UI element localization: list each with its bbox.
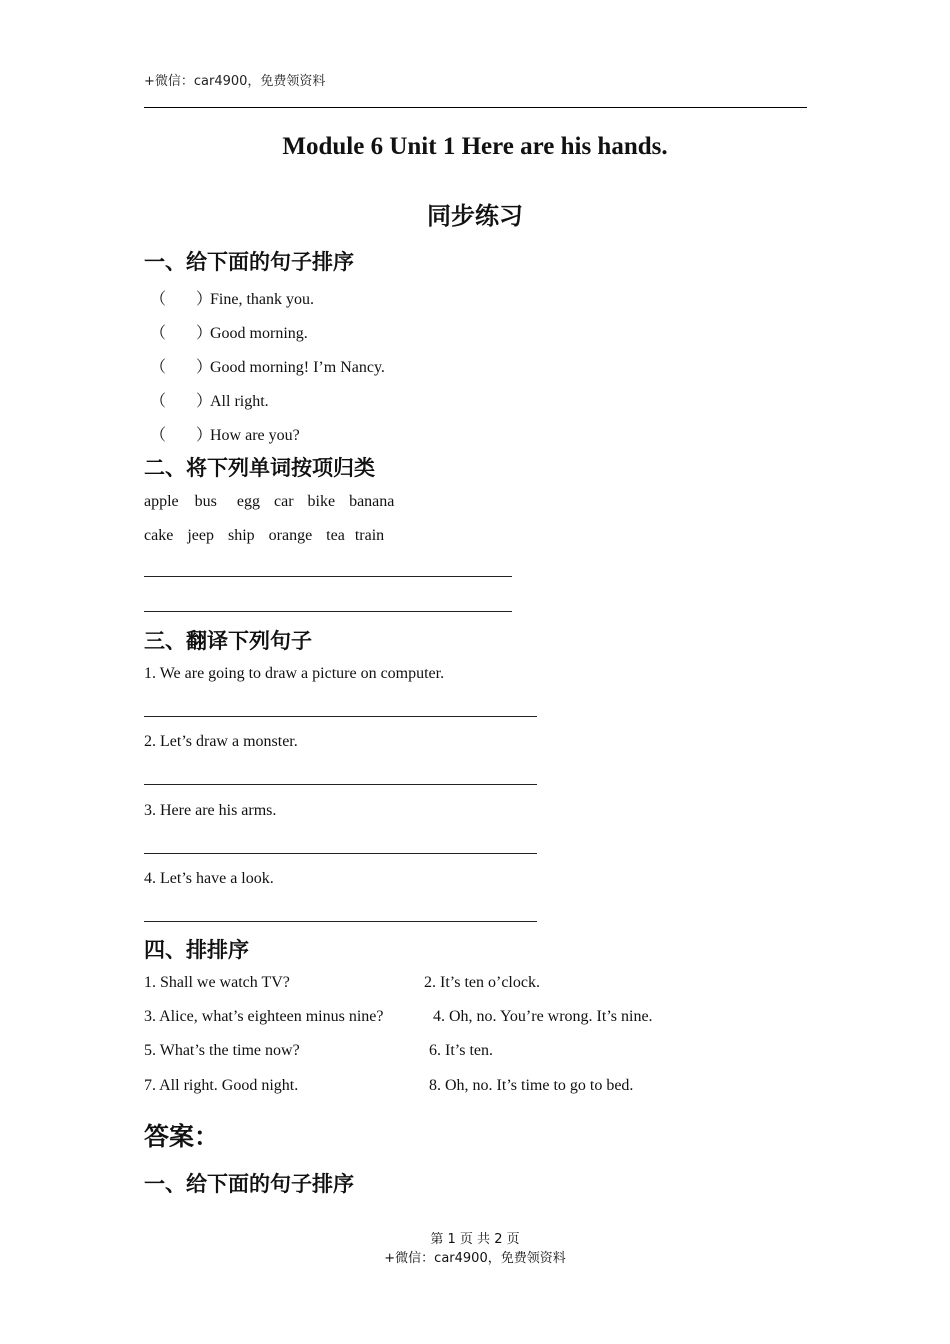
list-item-text: All right. [210,393,269,410]
section3-heading: 三、翻译下列句子 [144,629,312,653]
word-list-line2 [144,527,384,545]
translate-item: 4. Let’s have a look. [144,870,274,887]
list-item-text: Good morning! I’m Nancy. [210,359,385,376]
paren-close: ） [196,291,213,308]
order-item: 5. What’s the time now? [144,1042,300,1059]
word: apple [144,493,179,510]
word: train [354,527,385,544]
list-item-text: Fine, thank you. [210,291,314,308]
list-item-text: How are you? [210,427,300,444]
page-title: Module 6 Unit 1 Here are his hands. [282,133,668,160]
list-item [150,422,300,445]
answers-heading: 答案： [144,1122,220,1151]
paren-close: ） [196,393,213,410]
paren-open: （ [150,359,167,376]
page-subtitle: 同步练习 [427,202,523,230]
list-item [150,388,269,411]
answer-blank-line [144,784,537,785]
paren-open: （ [150,291,167,308]
order-item: 3. Alice, what’s eighteen minus nine? [144,1008,384,1025]
translate-item: 2. Let’s draw a monster. [144,733,298,750]
page-number: 第 1 页 共 2 页 [430,1232,520,1247]
answer-blank-line [144,853,537,854]
section2-heading: 二、将下列单词按项归类 [144,456,375,480]
header-rule [144,107,807,108]
word: cake [144,527,174,544]
order-item: 2. It’s ten o’clock. [424,974,540,991]
order-item: 1. Shall we watch TV? [144,974,290,991]
order-item: 4. Oh, no. You’re wrong. It’s nine. [433,1008,653,1025]
translate-item: 3. Here are his arms. [144,802,277,819]
paren-close: ） [196,427,213,444]
word: tea [326,527,345,544]
paren-open: （ [150,325,167,342]
order-item: 6. It’s ten. [429,1042,493,1059]
answer-blank-line [144,716,537,717]
footer-watermark: +微信：car4900，免费领资料 [384,1251,566,1266]
paren-open: （ [150,427,167,444]
word-list-line1 [144,493,394,511]
word: bike [307,493,336,510]
paren-close: ） [196,359,213,376]
list-item [150,320,308,343]
list-item [150,286,314,309]
word: car [274,493,294,510]
section1-heading: 一、给下面的句子排序 [144,250,354,274]
word: orange [268,527,313,544]
section4-heading: 四、排排序 [144,938,249,962]
answers-section1-heading: 一、给下面的句子排序 [144,1172,354,1196]
paren-open: （ [150,393,167,410]
word: banana [349,493,395,510]
translate-item: 1. We are going to draw a picture on computer. [144,665,445,682]
word: bus [194,493,217,510]
word: ship [227,527,255,544]
answer-blank-line [144,576,512,577]
header-watermark: +微信：car4900，免费领资料 [144,74,326,89]
word: egg [236,493,260,510]
order-item: 8. Oh, no. It’s time to go to bed. [429,1077,634,1094]
word: jeep [187,527,214,544]
list-item-text: Good morning. [210,325,308,342]
answer-blank-line [144,611,512,612]
order-item: 7. All right. Good night. [144,1077,299,1094]
list-item [150,354,385,377]
answer-blank-line [144,921,537,922]
paren-close: ） [196,325,213,342]
